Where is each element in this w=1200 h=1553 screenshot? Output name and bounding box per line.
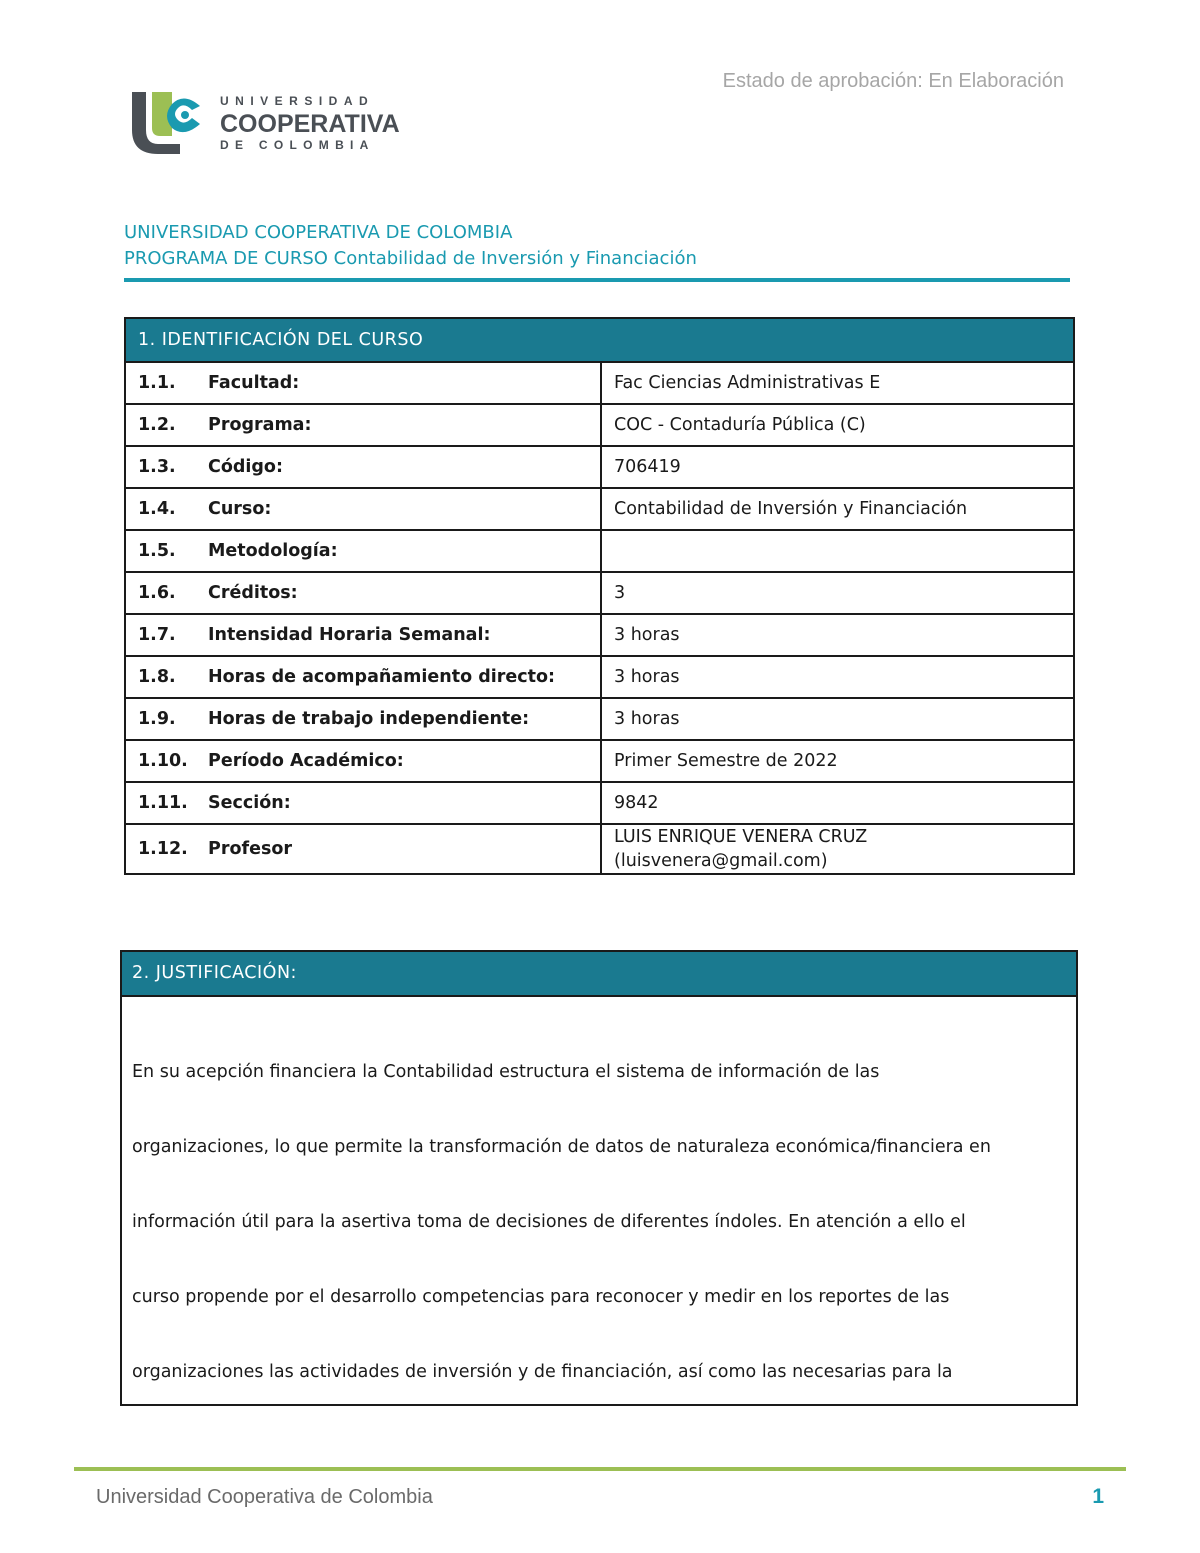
row-value: 3 horas bbox=[601, 656, 1074, 698]
row-value: Contabilidad de Inversión y Financiación bbox=[601, 488, 1074, 530]
row-number: 1.7. bbox=[138, 625, 176, 645]
table-row bbox=[125, 782, 1074, 824]
logo-line-universidad: UNIVERSIDAD bbox=[220, 94, 375, 108]
program-title: PROGRAMA DE CURSO Contabilidad de Inversión y Financiación bbox=[124, 248, 697, 269]
row-number: 1.1. bbox=[138, 373, 176, 393]
row-label: Programa: bbox=[208, 415, 312, 435]
table-row bbox=[125, 572, 1074, 614]
row-label: Período Académico: bbox=[208, 751, 404, 771]
row-value: Primer Semestre de 2022 bbox=[601, 740, 1074, 782]
row-label: Metodología: bbox=[208, 541, 338, 561]
row-value: 3 horas bbox=[601, 698, 1074, 740]
logo-line-de-colombia: DE COLOMBIA bbox=[220, 138, 375, 152]
logo-emblem-icon bbox=[128, 86, 208, 161]
table-row bbox=[125, 824, 1074, 874]
table-row bbox=[125, 530, 1074, 572]
table-row bbox=[125, 362, 1074, 404]
row-number: 1.11. bbox=[138, 793, 188, 813]
footer-university-name: Universidad Cooperativa de Colombia bbox=[96, 1486, 433, 1508]
justification-line: organizaciones, lo que permite la transformación de datos de naturaleza económica/financiera en bbox=[132, 1137, 991, 1157]
row-label: Facultad: bbox=[208, 373, 300, 393]
table-row bbox=[125, 656, 1074, 698]
title-divider bbox=[124, 278, 1070, 282]
row-label: Profesor bbox=[208, 839, 293, 859]
course-identification-table bbox=[124, 317, 1075, 875]
section-2-heading: 2. JUSTIFICACIÓN: bbox=[122, 952, 1076, 997]
row-label: Horas de trabajo independiente: bbox=[208, 709, 530, 729]
footer-divider bbox=[74, 1467, 1126, 1471]
university-title: UNIVERSIDAD COOPERATIVA DE COLOMBIA bbox=[124, 222, 513, 243]
row-value: LUIS ENRIQUE VENERA CRUZ (luisvenera@gmail.com) bbox=[601, 824, 1074, 874]
row-value: 3 bbox=[601, 572, 1074, 614]
row-label: Código: bbox=[208, 457, 283, 477]
justification-line: organizaciones las actividades de inversión y de financiación, así como las necesarias para la bbox=[132, 1362, 953, 1382]
row-number: 1.2. bbox=[138, 415, 176, 435]
row-number: 1.9. bbox=[138, 709, 176, 729]
row-label: Intensidad Horaria Semanal: bbox=[208, 625, 491, 645]
row-value: 3 horas bbox=[601, 614, 1074, 656]
row-label: Horas de acompañamiento directo: bbox=[208, 667, 555, 687]
row-value: COC - Contaduría Pública (C) bbox=[601, 404, 1074, 446]
row-number: 1.8. bbox=[138, 667, 176, 687]
page-number: 1 bbox=[1092, 1485, 1104, 1508]
row-label: Sección: bbox=[208, 793, 291, 813]
row-number: 1.5. bbox=[138, 541, 176, 561]
table-row bbox=[125, 614, 1074, 656]
document-title-block bbox=[124, 220, 1070, 282]
section-1-heading: 1. IDENTIFICACIÓN DEL CURSO bbox=[125, 318, 1074, 362]
justification-line: curso propende por el desarrollo competencias para reconocer y medir en los reportes de las bbox=[132, 1287, 950, 1307]
row-label: Curso: bbox=[208, 499, 272, 519]
row-number: 1.12. bbox=[138, 839, 188, 859]
logo-line-cooperativa: COOPERATIVA bbox=[220, 110, 400, 138]
row-value bbox=[601, 530, 1074, 572]
table-row bbox=[125, 404, 1074, 446]
table-row bbox=[125, 446, 1074, 488]
approval-status: Estado de aprobación: En Elaboración bbox=[722, 70, 1064, 92]
table-row bbox=[125, 740, 1074, 782]
justification-line: información útil para la asertiva toma de decisiones de diferentes índoles. En atención a ello el bbox=[132, 1212, 966, 1232]
row-number: 1.3. bbox=[138, 457, 176, 477]
row-value: Fac Ciencias Administrativas E bbox=[601, 362, 1074, 404]
justification-section bbox=[120, 950, 1078, 1406]
table-row bbox=[125, 698, 1074, 740]
justification-line: En su acepción financiera la Contabilidad estructura el sistema de información de las bbox=[132, 1062, 880, 1082]
row-number: 1.4. bbox=[138, 499, 176, 519]
row-number: 1.6. bbox=[138, 583, 176, 603]
university-logo bbox=[128, 86, 398, 161]
table-row bbox=[125, 488, 1074, 530]
row-value: 9842 bbox=[601, 782, 1074, 824]
row-value: 706419 bbox=[601, 446, 1074, 488]
row-number: 1.10. bbox=[138, 751, 188, 771]
row-label: Créditos: bbox=[208, 583, 298, 603]
